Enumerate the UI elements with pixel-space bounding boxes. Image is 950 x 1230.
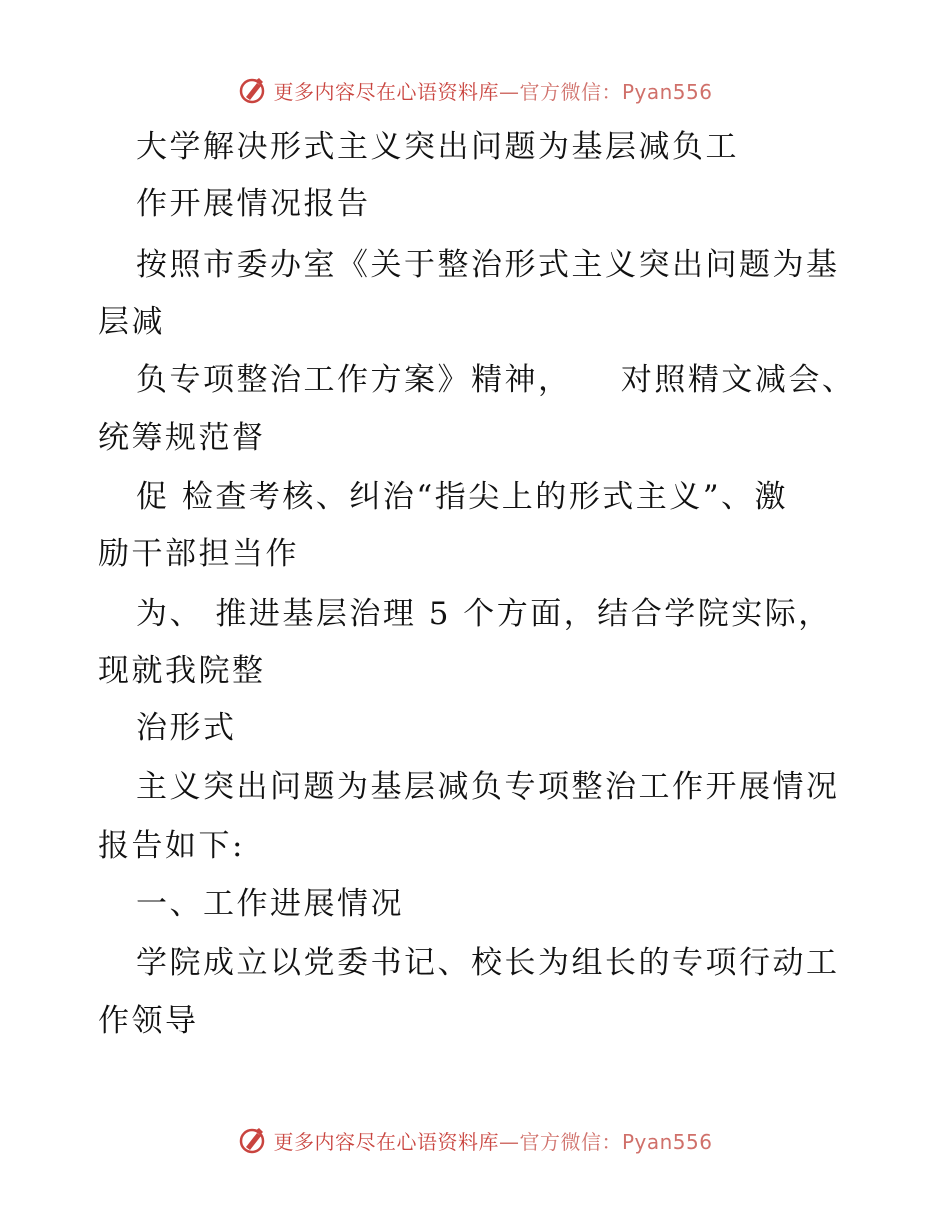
header-banner [0, 70, 950, 110]
pen-nib-logo-icon [237, 75, 267, 105]
doc-line: 主义突出问题为基层减负专项整治工作开展情况 [136, 769, 840, 805]
doc-line: 负专项整治工作方案》精神， 对照精文减会、 [136, 362, 856, 398]
footer-banner [0, 1120, 950, 1160]
header-banner-text: 更多内容尽在心语资料库—官方微信：Pyan556 [273, 79, 713, 104]
doc-line: 励干部担当作 [98, 536, 299, 572]
doc-line: 按照市委办室《关于整治形式主义突出问题为基 [136, 247, 840, 283]
doc-line: 作开展情况报告 [136, 186, 371, 222]
doc-line: 现就我院整 [98, 653, 266, 689]
pen-nib-logo-icon [237, 1125, 267, 1155]
doc-line: 大学解决形式主义突出问题为基层减负工 [136, 129, 739, 165]
doc-line: 促 检查考核、纠治“指尖上的形式主义”、激 [136, 479, 789, 515]
doc-line: 为、 推进基层治理 5 个方面，结合学院实际， [136, 596, 832, 632]
footer-banner-text: 更多内容尽在心语资料库—官方微信：Pyan556 [273, 1129, 713, 1154]
doc-line: 学院成立以党委书记、校长为组长的专项行动工 [136, 945, 840, 981]
doc-line: 统筹规范督 [98, 420, 266, 456]
doc-line: 层减 [98, 304, 165, 340]
doc-line: 报告如下: [98, 828, 245, 864]
doc-line: 治形式 [136, 710, 237, 746]
doc-line: 作领导 [98, 1003, 199, 1039]
doc-line: 一、工作进展情况 [136, 886, 404, 922]
